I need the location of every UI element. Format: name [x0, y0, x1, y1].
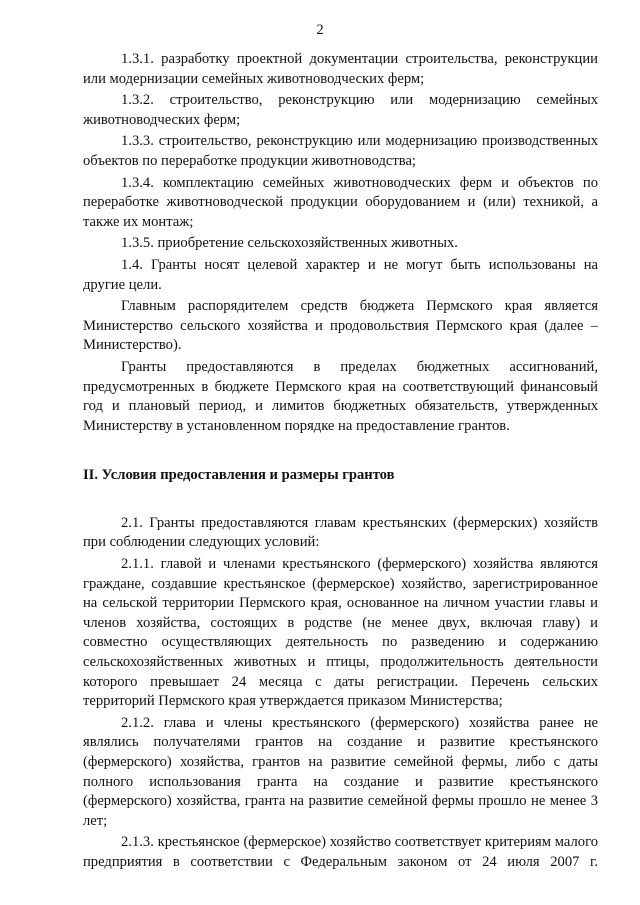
paragraph-main-administrator: Главным распорядителем средств бюджета Пермского края является Министерство сельского хозяйства и продовольствия Пермского края (далее – Министерство).: [83, 298, 598, 354]
paragraph-2-1: 2.1. Гранты предоставляются главам крестьянских (фермерских) хозяйств при соблюдении следующих условий:: [83, 514, 598, 551]
paragraph-1-3-1: 1.3.1. разработку проектной документации строительства, реконструкции или модернизации семейных животноводческих ферм;: [83, 51, 598, 87]
paragraph-1-3-2: 1.3.2. строительство, реконструкцию или модернизацию семейных животноводческих ферм;: [83, 92, 598, 128]
paragraph-grants-budget: Гранты предоставляются в пределах бюджетных ассигнований, предусмотренных в бюджете Пермского края на соответствующий финансовый год и плановый период, и лимитов бюджетных обязательств, утвержденных Министерству в установленном порядке на предоставление грантов.: [83, 358, 598, 434]
document-body: [83, 50, 598, 875]
paragraph-1-3-4: 1.3.4. комплектацию семейных животноводческих ферм и объектов по переработке животноводческой продукции оборудованием и (или) техникой, а также их монтаж;: [83, 174, 598, 230]
paragraph-2-1-2: 2.1.2. глава и члены крестьянского (фермерского) хозяйства ранее не являлись получателями грантов на создание и развитие крестьянского (фермерского) хозяйства, грантов на развитие семейной фермы, либо с даты полного использования гранта на создание и развитие крестьянского (фермерского) хозяйства, гранта на развитие семейной фермы прошло не менее 3 лет;: [83, 714, 598, 829]
page-number: 2: [316, 22, 324, 38]
paragraph-1-4: 1.4. Гранты носят целевой характер и не могут быть использованы на другие цели.: [83, 256, 598, 293]
paragraph-2-1-3: 2.1.3. крестьянское (фермерское) хозяйство соответствует критериям малого предприятия в соответствии с Федеральным законом от 24 июля 2007 г.: [83, 834, 598, 870]
section-heading: II. Условия предоставления и размеры грантов: [83, 467, 395, 484]
paragraph-2-1-1: 2.1.1. главой и членами крестьянского (фермерского) хозяйства являются граждане, создавшие крестьянское (фермерское) хозяйство, зарегистрированное на сельской территории Пермского края, основанное на личном участии главы и членов хозяйства, состоящих в родстве (не менее двух, включая главу) и совместно осуществляющих деятельность по разведению и содержанию сельскохозяйственных животных и птицы, продолжительность деятельности которого превышает 24 месяца с даты регистрации. Перечень сельских территорий Пермского края утверждается приказом Министерства;: [83, 556, 598, 710]
paragraph-1-3-3: 1.3.3. строительство, реконструкцию или модернизацию производственных объектов по переработке продукции животноводства;: [83, 133, 598, 169]
paragraph-1-3-5: 1.3.5. приобретение сельскохозяйственных животных.: [121, 235, 458, 252]
